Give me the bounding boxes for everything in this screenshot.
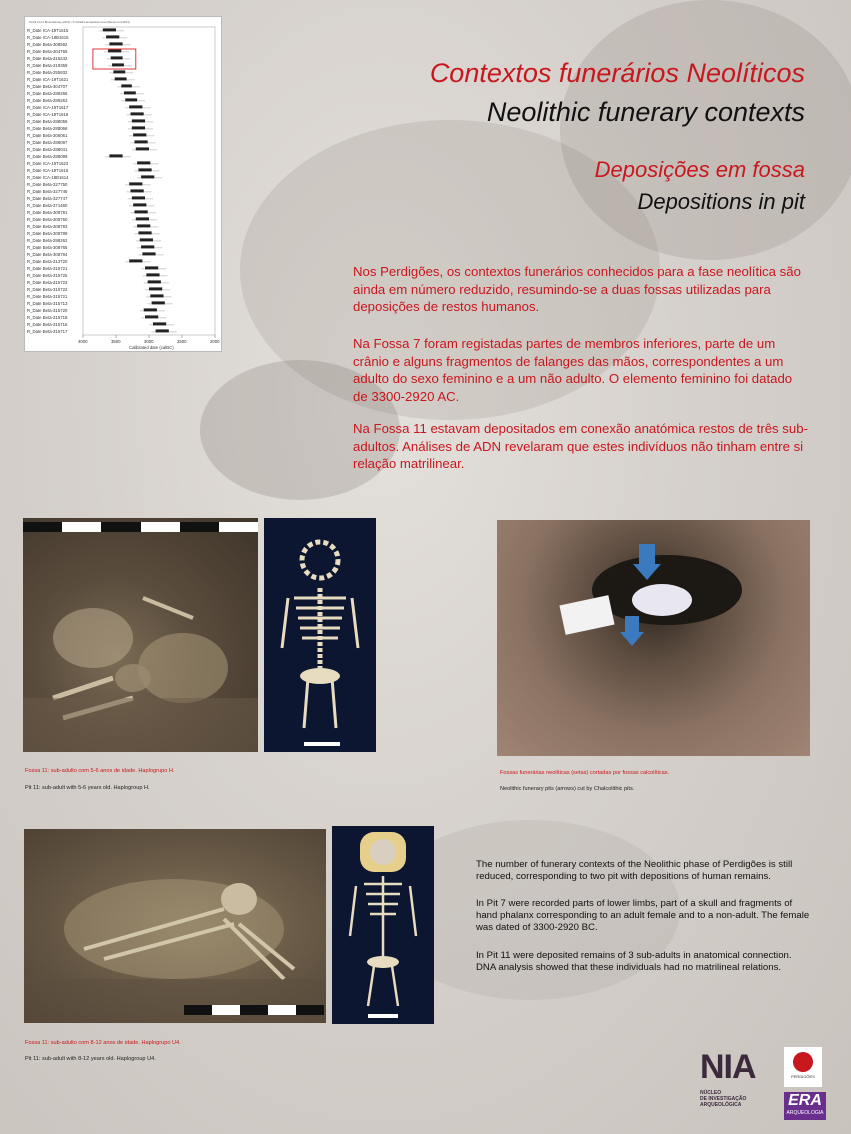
chart-row-label: R_Date Beta-304765 <box>27 48 68 54</box>
chart-distribution <box>129 182 142 185</box>
bones-illustration-2 <box>24 829 326 1023</box>
chart-distribution <box>132 196 145 199</box>
chart-row-label: R_Date Beta-315713 <box>27 300 68 306</box>
perdigoes-logo-label: PERDIGÕES <box>791 1074 815 1079</box>
chart-distribution <box>129 105 142 108</box>
chart-distribution <box>156 329 169 332</box>
chart-row-label: R_Date ICA-19T1621 <box>27 76 69 82</box>
chart-row-label: R_Date Beta-288056 <box>27 118 68 124</box>
caption-fig3-pt: Fossa 11: sub-adulto com 8-12 anos de idade. Haplogrupo U4. <box>25 1040 181 1046</box>
chart-row-label: R_Date ICA-18B1615 <box>27 34 69 40</box>
chart-x-tick-label: 3000 <box>144 339 154 344</box>
chart-row-label: R_Date Beta-288099 <box>27 153 68 159</box>
era-logo-sub: ARQUEOLOGIA <box>786 1110 824 1116</box>
chart-distribution <box>149 287 162 290</box>
perdigoes-logo-icon <box>793 1052 813 1072</box>
era-logo <box>784 1092 826 1120</box>
radiocarbon-chart-svg <box>25 17 221 351</box>
chart-row-label: R_Date Beta-315722 <box>27 286 68 292</box>
chart-distribution <box>111 56 123 59</box>
chart-row-label: R_Date Beta-288097 <box>27 139 68 145</box>
chart-row-label: R_Date Beta-308793 <box>27 223 68 229</box>
chart-distribution <box>115 77 127 80</box>
pits-illustration <box>497 520 810 756</box>
chart-row-label: R_Date Beta-288262 <box>27 237 68 243</box>
chart-row-label: R_Date ICA-19T1623 <box>27 160 69 166</box>
chart-row-label: R_Date Beta-308791 <box>27 209 68 215</box>
chart-row-label: R_Date Beta-308789 <box>27 230 68 236</box>
caption-fig1-pt: Fossa 11: sub-adulto com 5-6 anos de idade. Haplogrupo H. <box>25 768 175 774</box>
skeleton-illustration <box>264 518 376 752</box>
bones-illustration <box>23 518 258 752</box>
chart-row-label: R_Date ICA-19T1616 <box>27 167 69 173</box>
nia-logo-line1: NÚCLEO <box>700 1090 722 1096</box>
chart-distribution <box>137 224 150 227</box>
chart-row-label: R_Date Beta-315723 <box>27 279 68 285</box>
subtitle-en: Depositions in pit <box>637 189 805 214</box>
chart-distribution <box>131 112 144 115</box>
chart-distribution <box>124 91 136 94</box>
chart-distribution <box>109 154 122 157</box>
chart-row-label: R_Date Beta-315717 <box>27 328 68 334</box>
chart-distribution <box>109 42 122 45</box>
burial-photo-2 <box>24 829 326 1023</box>
chart-x-tick-label: 2500 <box>177 339 187 344</box>
chart-row-label: R_Date ICA-19T1615 <box>27 27 69 33</box>
chart-row-label: R_Date ICA-19T1618 <box>27 111 69 117</box>
skeleton-layout-photo-2 <box>332 826 434 1024</box>
chart-row-label: R_Date Beta-315725 <box>27 272 68 278</box>
chart-distribution <box>150 294 163 297</box>
chart-row-label: R_Date Beta-315720 <box>27 307 68 313</box>
paragraph-pt-3: Na Fossa 11 estavam depositados em conexão anatómica restos de três sub-adultos. Análises de ADN revelaram que estes indivíduos não tinham entre si relação matrilinear. <box>353 421 808 471</box>
pits-photo <box>497 520 810 756</box>
chart-row-label: R_Date Beta-327746 <box>27 188 68 194</box>
chart-row-label: R_Date Beta-315242 <box>27 55 68 61</box>
chart-row-label: R_Date Beta-308760 <box>27 216 68 222</box>
chart-distribution <box>113 70 125 73</box>
paragraph-en-2: In Pit 7 were recorded parts of lower limbs, part of a skull and fragments of hand phalanx corresponding to an adult female and to a non-adult. The female was dated of 3300-2920 BC. <box>476 898 810 933</box>
chart-distribution <box>144 308 157 311</box>
chart-row-label: R_Date Beta-308592 <box>27 41 68 47</box>
nia-logo-line3: ARQUEOLÓGICA <box>700 1102 742 1108</box>
chart-distribution <box>133 133 146 136</box>
chart-distribution <box>136 147 149 150</box>
chart-x-tick-label: 2000 <box>210 339 220 344</box>
chart-row-label: R_Date Beta-288266 <box>27 90 68 96</box>
chart-distribution <box>146 273 159 276</box>
chart-distribution <box>148 280 161 283</box>
chart-row-label: R_Date Beta-288041 <box>27 146 68 152</box>
chart-distribution <box>133 203 146 206</box>
paragraph-pt-2: Na Fossa 7 foram registadas partes de membros inferiores, parte de um crânio e alguns fragmentos de falanges das mãos, correspondentes a um adulto do sexo feminino e a um não adulto. O elemento feminino foi datado de 3300-2920 AC. <box>353 336 793 404</box>
main-title-en: Neolithic funerary contexts <box>486 97 805 127</box>
caption-fig2-pt: Fossas funerárias neolíticas (setas) cortadas por fossas calcolíticas. <box>500 770 670 776</box>
chart-distribution <box>108 49 121 52</box>
chart-x-tick-label: 4000 <box>78 339 88 344</box>
caption-fig1-en: Pit 11: sub-adult with 5-6 years old. Haplogroup H. <box>25 785 150 791</box>
chart-x-axis-label: Calibrated date (calBC) <box>129 345 174 350</box>
perdigoes-logo <box>784 1047 822 1087</box>
chart-row-label: R_Date Beta-315721 <box>27 265 68 271</box>
chart-row-label: R_Date Beta-315721 <box>27 293 68 299</box>
chart-distribution <box>134 210 147 213</box>
chart-row-label: R_Date Beta-255932 <box>27 69 68 75</box>
paragraph-en-1: The number of funerary contexts of the Neolithic phase of Perdigões is still reduced, corresponding to two pit with depositions of human remains. <box>476 859 793 882</box>
skeleton-layout-photo-1 <box>264 518 376 752</box>
radiocarbon-chart <box>24 16 222 352</box>
chart-distribution <box>137 161 150 164</box>
paragraph-en-3: In Pit 11 were deposited remains of 3 sub-adults in anatomical connection. DNA analysis showed that these individuals had no matrilineal relations. <box>476 950 792 973</box>
chart-row-label: R_Date Beta-308794 <box>27 251 68 257</box>
chart-distribution <box>132 126 145 129</box>
chart-distribution <box>125 98 137 101</box>
chart-row-label: R_Date Beta-313720 <box>27 258 68 264</box>
chart-distribution <box>141 245 154 248</box>
chart-row-label: R_Date Beta-327750 <box>27 181 68 187</box>
chart-distribution <box>136 217 149 220</box>
chart-row-label: R_Date Beta-304707 <box>27 83 68 89</box>
chart-row-label: R_Date Beta-315718 <box>27 314 68 320</box>
chart-distribution <box>141 175 154 178</box>
caption-fig2-en: Neolithic funerary pits (arrows) cut by Chalcolithic pits. <box>500 786 635 792</box>
chart-distribution <box>112 63 124 66</box>
chart-distribution <box>145 266 158 269</box>
chart-row-label: R_Date Beta-288066 <box>27 125 68 131</box>
nia-logo-mark: NIA <box>700 1048 756 1086</box>
skeleton-illustration-2 <box>332 826 434 1024</box>
chart-row-label: R_Date ICA-19T1617 <box>27 104 69 110</box>
chart-row-label: R_Date Beta-319359 <box>27 62 68 68</box>
nia-logo-line2: DE INVESTIGAÇÃO <box>700 1096 747 1102</box>
chart-distribution <box>140 238 153 241</box>
chart-row-label: R_Date Beta-289263 <box>27 97 68 103</box>
chart-distribution <box>153 322 166 325</box>
chart-distribution <box>131 189 144 192</box>
chart-row-label: R_Date Beta-371460 <box>27 202 68 208</box>
chart-distribution <box>121 84 132 87</box>
chart-distribution <box>103 28 116 31</box>
burial-photo-1 <box>23 518 258 752</box>
background-shadow <box>560 0 851 260</box>
chart-distribution <box>132 119 145 122</box>
chart-row-label: R_Date Beta-315716 <box>27 321 68 327</box>
chart-distribution <box>106 35 119 38</box>
chart-row-label: R_Date Beta-327747 <box>27 195 68 201</box>
chart-distribution <box>138 168 151 171</box>
caption-fig3-en: Pit 11: sub-adult with 8-12 years old. Haplogroup U4. <box>25 1056 156 1062</box>
subtitle-pt: Deposições em fossa <box>594 157 805 182</box>
main-title-pt: Contextos funerários Neolíticos <box>429 58 805 88</box>
chart-title: OxCal v4.2.4 Bronk Ramsey (2013); r:5 IntCal13 atmospheric curve (Reimer et al 2013) <box>29 21 130 24</box>
scale-bar-2 <box>184 1005 324 1015</box>
chart-distribution <box>129 259 142 262</box>
chart-distribution <box>134 140 147 143</box>
chart-row-label: R_Date ICA-18B1614 <box>27 174 69 180</box>
chart-row-label: R_Date Beta-308765 <box>27 244 68 250</box>
chart-distribution <box>145 315 158 318</box>
era-logo-mark: ERA <box>788 1092 822 1109</box>
chart-x-tick-label: 3500 <box>111 339 121 344</box>
paragraph-pt-1: Nos Perdigões, os contextos funerários conhecidos para a fase neolítica são ainda em número reduzido, resumindo-se a duas fossas utilizadas para deposições de restos humanos. <box>353 264 801 314</box>
chart-distribution <box>152 301 165 304</box>
chart-distribution <box>142 252 155 255</box>
nia-logo <box>700 1050 784 1120</box>
chart-distribution <box>138 231 151 234</box>
chart-row-label: R_Date Beta-306061 <box>27 132 68 138</box>
